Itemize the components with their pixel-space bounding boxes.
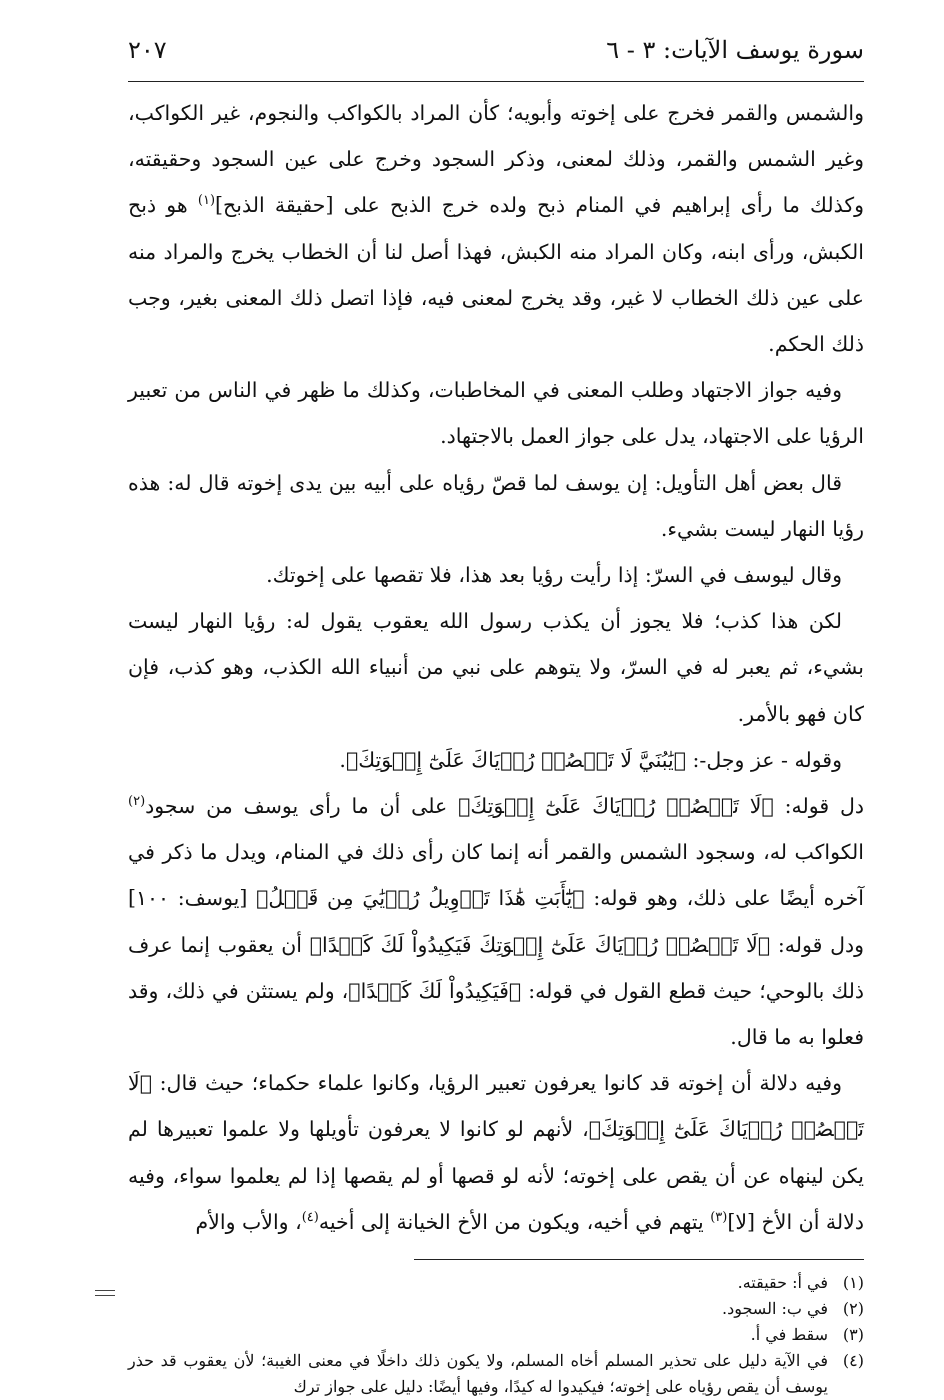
footnote-ref-4: (٤) (301, 1210, 319, 1226)
page-number: ٢٠٧ (128, 36, 167, 64)
footnote-text: في أ: حقيقته. (737, 1273, 828, 1293)
continuation-mark (95, 1290, 115, 1296)
footnote-3 (128, 1322, 864, 1348)
main-text (128, 90, 864, 1245)
footnote-4 (128, 1348, 864, 1400)
paragraph-8 (128, 1060, 864, 1245)
footnote-text: في ب: السجود. (721, 1299, 828, 1319)
paragraph-1 (128, 90, 864, 367)
footnotes (128, 1270, 864, 1400)
paragraph-text: وفيه دلالة أن إخوته قد كانوا يعرفون تعبير الرؤيا، وكانوا علماء حكماء؛ حيث قال: ﴿لَا تَقۡصُصۡ رُءۡيَاكَ عَلَىٰٓ إِخۡوَتِكَ﴾، لأنهم لو كانوا لا يعرفون تأويلها ولا علموا تعبيرها لم يكن لينهاه عن أن يقص على إخوته؛ لأنه لو قصها أو لم يقصها إذا لم يعلموا سواء، وفيه دلالة أن الأخ [لا] (128, 1071, 864, 1234)
paragraph-7 (128, 783, 864, 1060)
paragraph-text: دل قوله: ﴿لَا تَقۡصُصۡ رُءۡيَاكَ عَلَىٰٓ إِخۡوَتِكَ﴾ على أن ما رأى يوسف من سجود (145, 794, 864, 819)
paragraph-2: وفيه جواز الاجتهاد وطلب المعنى في المخاطبات، وكذلك ما ظهر في الناس من تعبير الرؤيا على الاجتهاد، يدل على جواز العمل بالاجتهاد. (128, 378, 864, 449)
paragraph-6: وقوله - عز وجل-: ﴿يَٰبُنَيَّ لَا تَقۡصُصۡ رُءۡيَاكَ عَلَىٰٓ إِخۡوَتِكَ﴾. (339, 747, 842, 772)
footnote-text: سقط في أ. (750, 1325, 828, 1345)
footnote-number: (٤) (842, 1351, 864, 1371)
footnote-2 (128, 1296, 864, 1322)
footnote-number: (١) (842, 1273, 864, 1293)
paragraph-text: والشمس والقمر فخرج على إخوته وأبويه؛ كأن المراد بالكواكب والنجوم، غير الكواكب، وغير الشمس والقمر، وذلك لمعنى، وذكر السجود وخرج على عين السجود وحقيقته، وكذلك ما رأى إبراهيم في المنام ذبح ولده خرج الذبح على [حقيقة الذبح] (128, 101, 864, 218)
paragraph-4: وقال ليوسف في السرّ: إذا رأيت رؤيا بعد هذا، فلا تقصها على إخوتك. (266, 563, 842, 588)
footnote-text: في الآية دليل على تحذير المسلم أخاه المسلم، ولا يكون ذلك داخلًا في معنى الغيبة؛ لأن يعقوب قد حذر يوسف أن يقص رؤياه على إخوته؛ فيكيدوا له كيدًا، وفيها أيضًا: دليل على جواز ترك (128, 1351, 829, 1397)
footnote-separator (414, 1259, 864, 1260)
running-header (128, 28, 864, 82)
footnote-number: (٢) (842, 1299, 864, 1319)
page (128, 28, 864, 1397)
footnote-number: (٣) (842, 1325, 864, 1345)
paragraph-text: هو ذبح الكبش، ورأى ابنه، وكان المراد منه الكبش، فهذا أصل لنا أن الخطاب يخرج والمراد منه على عين ذلك الخطاب لا غير، وقد يخرج لمعنى فيه، فإذا اتصل ذلك المعنى بغير، وجب ذلك الحكم. (128, 193, 864, 357)
footnote-1 (128, 1270, 864, 1296)
paragraph-text: الكواكب له، وسجود الشمس والقمر أنه إنما كان رأى ذلك في المنام، ويدل ما ذكر في آخره أيضًا على ذلك، وهو قوله: ﴿يَٰٓأَبَتِ هَٰذَا تَأۡوِيلُ رُءۡيَٰيَ مِن قَبۡلُ﴾ [يوسف: ١٠٠] ودل قوله: ﴿لَا تَقۡصُصۡ رُءۡيَاكَ عَلَىٰٓ إِخۡوَتِكَ فَيَكِيدُواْ لَكَ كَيۡدًا﴾ أن يعقوب إنما عرف ذلك بالوحي؛ حيث قطع القول في قوله: ﴿فَيَكِيدُواْ لَكَ كَيۡدًا﴾، ولم يستثن في ذلك، وقد فعلوا به ما قال. (128, 840, 864, 1050)
footnote-ref-2: (٢) (128, 794, 146, 810)
paragraph-text: يتهم في أخيه، ويكون من الأخ الخيانة إلى أخيه (318, 1209, 711, 1234)
paragraph-text: ، والأب والأم (195, 1209, 302, 1234)
footnote-ref-1: (١) (197, 193, 216, 209)
running-title: سورة يوسف الآيات: ٣ - ٦ (606, 36, 864, 64)
footnote-ref-3: (٣) (710, 1210, 728, 1226)
paragraph-5: لكن هذا كذب؛ فلا يجوز أن يكذب رسول الله يعقوب يقول له: رؤيا النهار ليست بشيء، ثم يعبر له في السرّ، ولا يتوهم على نبي من أنبياء الله الكذب، وهو كذب، فإن كان فهو بالأمر. (128, 609, 864, 726)
paragraph-3: قال بعض أهل التأويل: إن يوسف لما قصّ رؤياه على أبيه بين يدى إخوته قال له: هذه رؤيا النهار ليست بشيء. (128, 470, 864, 541)
